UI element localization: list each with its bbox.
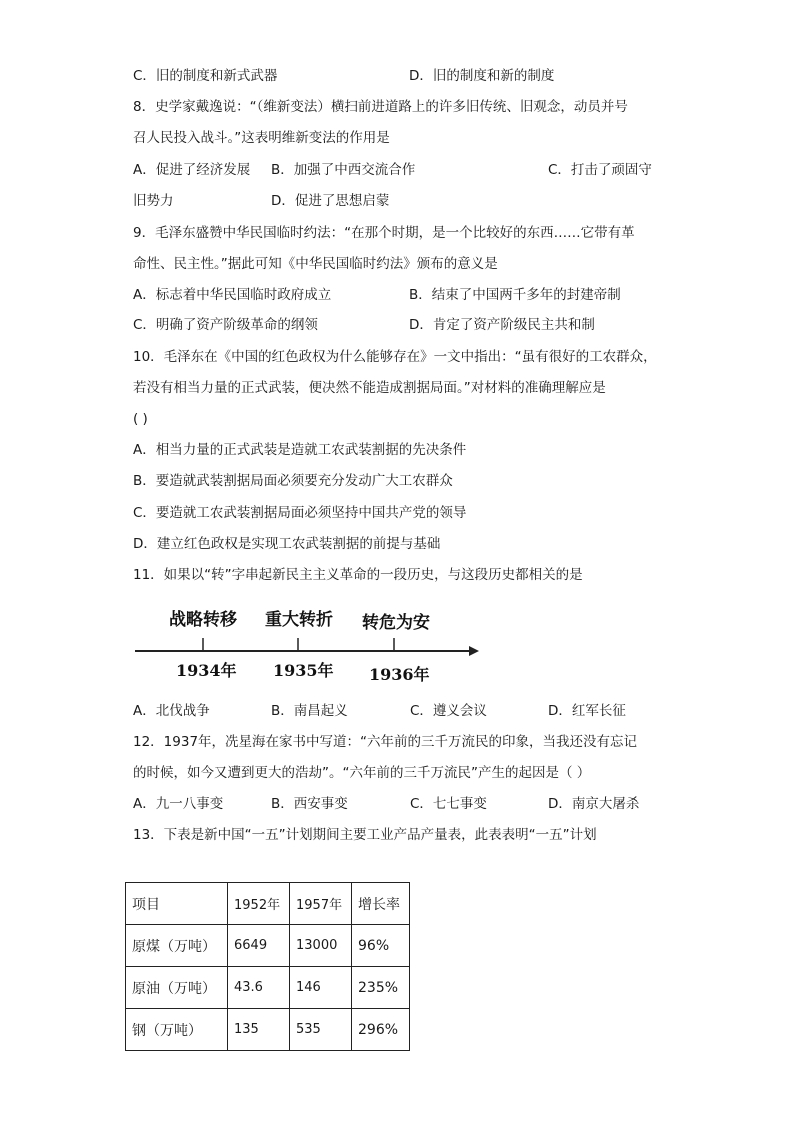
q10-option-a: A．相当力量的正式武装是造就工农武装割据的先决条件 bbox=[133, 442, 467, 458]
timeline-label-1: 战略转移 bbox=[169, 610, 237, 630]
table-cell: 钢（万吨） bbox=[126, 1009, 228, 1051]
q11-option-d: D．红军长征 bbox=[548, 703, 626, 719]
timeline-label-2: 重大转折 bbox=[265, 610, 333, 630]
timeline-label-3: 转危为安 bbox=[362, 613, 430, 633]
table-cell: 146 bbox=[290, 967, 352, 1009]
q10-option-c: C．要造就工农武装割据局面必须坚持中国共产党的领导 bbox=[133, 505, 467, 521]
q11-option-b: B．南昌起义 bbox=[271, 703, 348, 719]
table-cell: 原煤（万吨） bbox=[126, 925, 228, 967]
q10-stem-line1: 10．毛泽东在《中国的红色政权为什么能够存在》一文中指出：“虽有很好的工农群众， bbox=[133, 349, 657, 365]
table-header-cell: 1952年 bbox=[228, 883, 290, 925]
table-cell: 13000 bbox=[290, 925, 352, 967]
q12-option-c: C．七七事变 bbox=[410, 796, 487, 812]
q11-option-a: A．北伐战争 bbox=[133, 703, 210, 719]
table-row bbox=[126, 925, 410, 967]
table-cell: 43.6 bbox=[228, 967, 290, 1009]
table-cell: 原油（万吨） bbox=[126, 967, 228, 1009]
table-row bbox=[126, 967, 410, 1009]
q8-option-c-cont: 旧势力 bbox=[133, 193, 174, 209]
q8-option-d: D．促进了思想启蒙 bbox=[271, 193, 390, 209]
q12-option-d: D．南京大屠杀 bbox=[548, 796, 640, 812]
q8-option-c: C．打击了顽固守 bbox=[548, 162, 652, 178]
table-cell: 235% bbox=[352, 967, 410, 1009]
table-header-row bbox=[126, 883, 410, 925]
q8-option-a: A．促进了经济发展 bbox=[133, 162, 251, 178]
table-cell: 296% bbox=[352, 1009, 410, 1051]
q11-stem: 11．如果以“转”字串起新民主主义革命的一段历史，与这段历史都相关的是 bbox=[133, 567, 583, 583]
q10-option-b: B．要造就武装割据局面必须要充分发动广大工农群众 bbox=[133, 473, 453, 489]
q12-stem-line2: 的时候，如今又遭到更大的浩劫”。“六年前的三千万流民”产生的起因是（ ） bbox=[133, 765, 591, 781]
table-cell: 6649 bbox=[228, 925, 290, 967]
table-cell: 96% bbox=[352, 925, 410, 967]
table-cell: 135 bbox=[228, 1009, 290, 1051]
timeline-year-1: 1934年 bbox=[176, 661, 237, 680]
q9-option-b: B．结束了中国两千多年的封建帝制 bbox=[409, 287, 621, 303]
q13-stem: 13．下表是新中国“一五”计划期间主要工业产品产量表，此表表明“一五”计划 bbox=[133, 827, 597, 843]
timeline-year-2: 1935年 bbox=[273, 661, 334, 680]
q12-option-b: B．西安事变 bbox=[271, 796, 348, 812]
q12-stem-line1: 12．1937年，冼星海在家书中写道：“六年前的三千万流民的印象，当我还没有忘记 bbox=[133, 734, 638, 750]
q9-option-c: C．明确了资产阶级革命的纲领 bbox=[133, 317, 318, 333]
q10-option-d: D．建立红色政权是实现工农武装割据的前提与基础 bbox=[133, 536, 441, 552]
q8-stem-line1: 8．史学家戴逸说：“（维新变法）横扫前进道路上的许多旧传统、旧观念，动员并号 bbox=[133, 99, 628, 115]
q9-stem-line1: 9．毛泽东盛赞中华民国临时约法：“在那个时期，是一个比较好的东西……它带有革 bbox=[133, 225, 635, 241]
q10-answer-bracket: ( ) bbox=[133, 411, 148, 427]
timeline-year-3: 1936年 bbox=[369, 665, 430, 684]
table-header-cell: 1957年 bbox=[290, 883, 352, 925]
q11-option-c: C．遵义会议 bbox=[410, 703, 487, 719]
timeline-figure bbox=[133, 598, 479, 690]
table-row bbox=[126, 1009, 410, 1051]
q7-option-c: C．旧的制度和新式武器 bbox=[133, 68, 278, 84]
q10-stem-line2: 若没有相当力量的正式武装，便决然不能造成割据局面。”对材料的准确理解应是 bbox=[133, 380, 606, 396]
q9-option-a: A．标志着中华民国临时政府成立 bbox=[133, 287, 332, 303]
q8-option-b: B．加强了中西交流合作 bbox=[271, 162, 416, 178]
q9-stem-line2: 命性、民主性。”据此可知《中华民国临时约法》颁布的意义是 bbox=[133, 256, 498, 272]
table-cell: 535 bbox=[290, 1009, 352, 1051]
table-header-cell: 增长率 bbox=[352, 883, 410, 925]
q7-option-d: D．旧的制度和新的制度 bbox=[409, 68, 555, 84]
table-header-cell: 项目 bbox=[126, 883, 228, 925]
q12-option-a: A．九一八事变 bbox=[133, 796, 224, 812]
q9-option-d: D．肯定了资产阶级民主共和制 bbox=[409, 317, 595, 333]
production-table bbox=[125, 882, 410, 1051]
q8-stem-line2: 召人民投入战斗。”这表明维新变法的作用是 bbox=[133, 130, 390, 146]
